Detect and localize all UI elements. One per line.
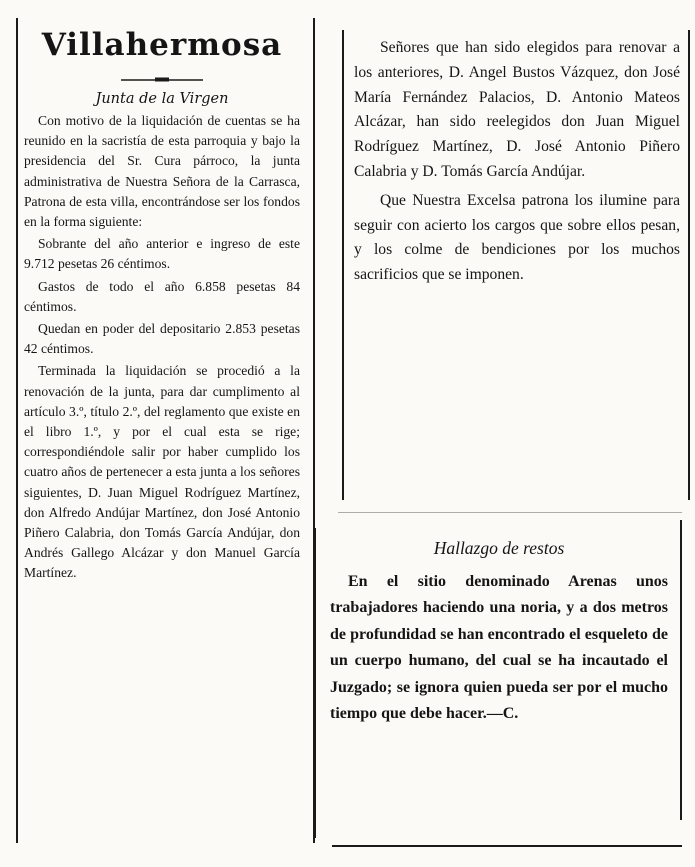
left-column: [24, 22, 300, 584]
column-rule-center-lower: [314, 528, 316, 838]
article-paragraph: Sobrante del año anterior e ingreso de este 9.712 pesetas 26 céntimos.: [24, 236, 300, 272]
article-paragraph: Terminada la liquidación se procedió a la renovación de la junta, para dar cumplimento al artículo 3.º, título 2.º, del reglamento que existe en el libro 1.º, y por el cual esta se rige; correspondiéndole salir por haber cumplido los cuatro años de pertenecer a esta junta a los señores siguientes, D. Juan Miguel Rodríguez Martínez, don Alfredo Andújar Martínez, don José Antonio Piñero Calabria, don Tomás García Andújar, don Andrés Gallego Alcázar y don Manuel García Martínez.: [24, 363, 300, 581]
column-rule-right: [688, 30, 690, 500]
right-column: [354, 36, 680, 288]
article-junta: [24, 111, 300, 584]
article-paragraph: Con motivo de la liquidación de cuentas se ha reunido en la sacristía de esta parroquia y bajo la presidencia del Sr. Cura párroco, la junta administrativa de Nuestra Señora de la Carrasca, Patrona de esta villa, encontrándose ser los fondos en la forma siguiente:: [24, 113, 300, 230]
column-rule-inner: [342, 30, 344, 500]
article-paragraph: Quedan en poder del depositario 2.853 pesetas 42 céntimos.: [24, 321, 300, 357]
article-paragraph: Señores que han sido elegidos para renovar a los anteriores, D. Angel Bustos Vázquez, don José María Fernández Palacios, D. Antonio Mateos Alcázar, han sido reelegidos don Juan Miguel Rodríguez Martínez, D. José Antonio Piñero Calabria y D. Tomás García Andújar.: [354, 39, 680, 180]
divider-ornament: [121, 76, 203, 83]
article-paragraph: Gastos de todo el año 6.858 pesetas 84 céntimos.: [24, 278, 300, 314]
article-hallazgo: [322, 538, 676, 727]
masthead-title: Villahermosa: [41, 27, 283, 63]
column-rule-right-lower: [680, 520, 682, 820]
article-paragraph: Que Nuestra Excelsa patrona los ilumine para seguir con acierto los cargos que sobre ellos pesan, y los colme de bendiciones por los muchos sacrificios que se imponen.: [354, 191, 680, 284]
article-body: En el sitio denominado Arenas unos trabajadores haciendo una noria, y a dos metros de profundidad se han encontrado el esqueleto de un cuerpo humano, del cual se ha incautado el Juzgado; se ignora quien pueda ser por el mucho tiempo que debe hacer.—C.: [330, 573, 668, 723]
bottom-rule: [332, 845, 682, 847]
section-divider: [338, 512, 682, 513]
column-rule-left: [16, 18, 18, 843]
section-subhead: Junta de la Virgen: [95, 91, 229, 107]
article-title: Hallazgo de restos: [433, 538, 565, 558]
